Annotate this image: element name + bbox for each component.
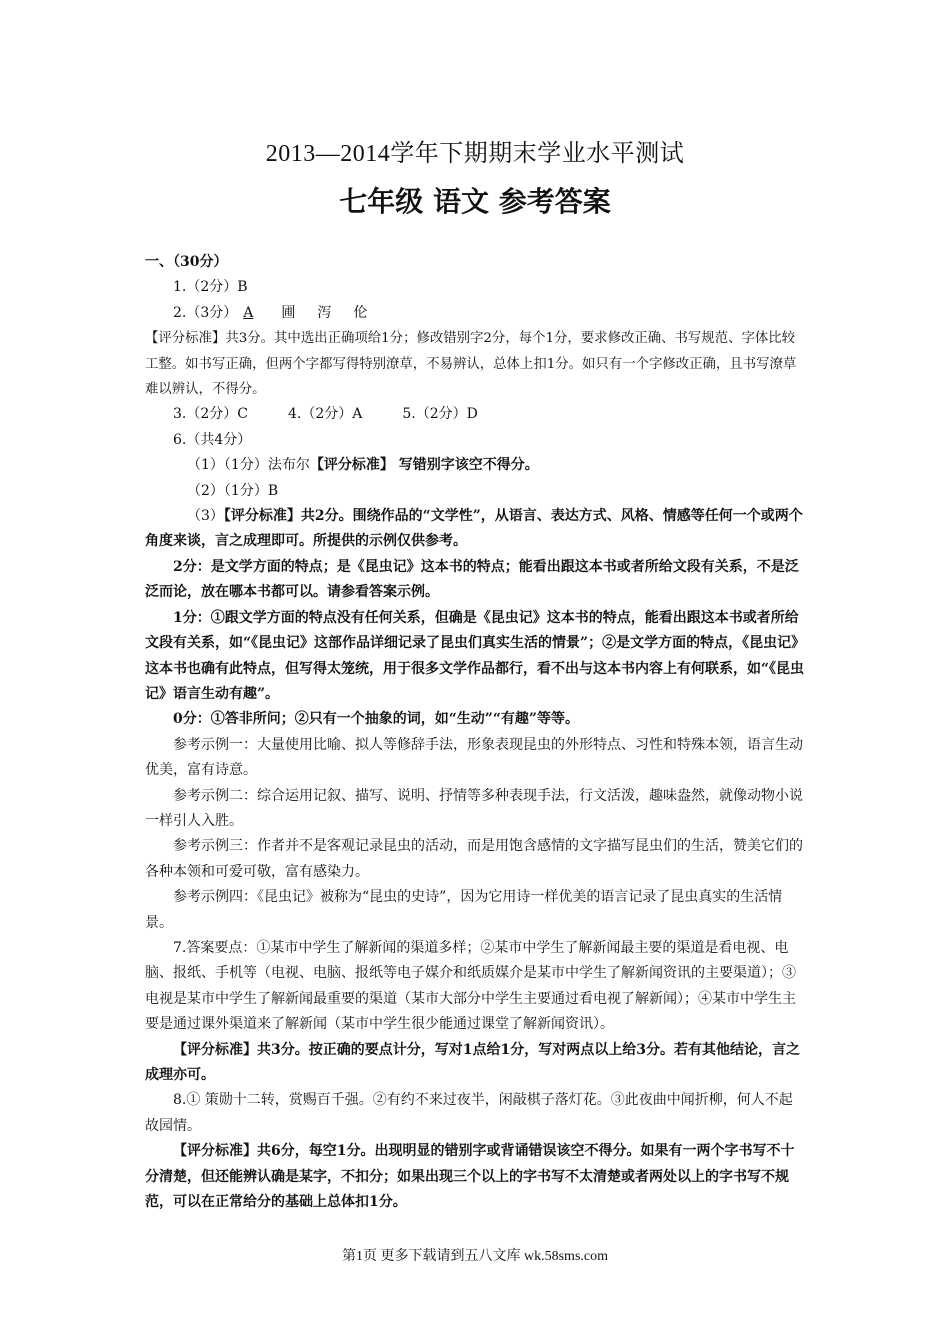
q6-3-standard-text: 【评分标准】共2分。围绕作品的“文学性”，从语言、表达方式、风格、情感等任何一个或两个角度来谈，言之成理即可。所提供的示例仅供参考。 (145, 508, 803, 550)
answer-key-title: 七年级 语文 参考答案 (339, 185, 611, 218)
q6-3-zero-points: 0分：①答非所问；②只有一个抽象的词，如“生动”“有趣”等等。 (173, 711, 579, 728)
q4-answer: 4.（2分）A (287, 406, 363, 423)
q8-answer: 8.① 策勋十二转，赏赐百千强。②有约不来过夜半，闲敲棋子落灯花。③此夜曲中闻折柳，何人不起故园情。 (145, 1092, 793, 1134)
reference-example-3: 参考示例三：作者并不是客观记录昆虫的活动，而是用饱含感情的文字描写昆虫们的生活，赞美它们的各种本领和可爱可敬，富有感染力。 (145, 838, 803, 880)
reference-example-2: 参考示例二：综合运用记叙、描写、说明、抒情等多种表现手法，行文活泼，趣味盎然，就像动物小说一样引人入胜。 (145, 787, 803, 829)
q7-scoring-standard: 【评分标准】共3分。按正确的要点计分，写对1点给1分，写对两点以上给3分。若有其他结论，言之成理亦可。 (145, 1041, 800, 1083)
q2-char-3: 伦 (353, 304, 368, 321)
q6-heading: 6.（共4分） (173, 431, 252, 448)
page-footer: 第1页 更多下载请到五八文库 wk.58sms.com (342, 1249, 608, 1264)
q7-answer: 7.答案要点：①某市中学生了解新闻的渠道多样；②某市中学生了解新闻最主要的渠道是看电视、电脑、报纸、手机等（电视、电脑、报纸等电子媒介和纸质媒介是某市中学生了解新闻资讯的主要渠道）；③电视是某市中学生了解新闻最重要的渠道（某市大部分中学生主要通过看电视了解新闻）；④某市中学生主要是通过课外渠道来了解新闻（某市中学生很少能通过课堂了解新闻资讯）。 (145, 939, 796, 1033)
q2-prefix: 2.（3分） (173, 304, 238, 321)
q8-scoring-standard: 【评分标准】共6分，每空1分。出现明显的错别字或背诵错误该空不得分。如果有一两个字书写不十分清楚，但还能辨认确是某字，不扣分；如果出现三个以上的字书写不太清楚或者两处以上的字书写不规范，可以在正常给分的基础上总体扣1分。 (145, 1143, 795, 1211)
q6-1-answer (145, 453, 805, 478)
q6-3-standard (145, 504, 805, 555)
reference-example-1: 参考示例一：大量使用比喻、拟人等修辞手法，形象表现昆虫的外形特点、习性和特殊本领，语言生动优美，富有诗意。 (145, 736, 803, 779)
section-heading: 一、（30分） (145, 254, 228, 270)
q1-answer: 1.（2分）B (173, 279, 248, 296)
q6-2-answer: （2）（1分）B (187, 482, 279, 499)
q3-q5-answers (145, 402, 805, 427)
q2-scoring-standard: 【评分标准】共3分。其中选出正确项给1分；修改错别字2分，每个1分，要求修改正确、书写规范、字体比较工整。如书写正确，但两个字都写得特别潦草，不易辨认，总体上扣1分。如只有一个字修改正确，且书写潦草难以辨认，不得分。 (145, 331, 797, 398)
q2-char-1: 圃 (281, 304, 296, 321)
answer-body (145, 250, 805, 1215)
q6-3-two-points: 2分：是文学方面的特点；是《昆虫记》这本书的特点；能看出跟这本书或者所给文段有关系，不是泛泛而论，放在哪本书都可以。请参看答案示例。 (145, 558, 799, 601)
q3-answer: 3.（2分）C (173, 406, 248, 423)
q6-3-prefix: （3） (187, 508, 224, 525)
q6-1-prefix: （1）（1分）法布尔 (187, 457, 310, 474)
q2-char-2: 泻 (317, 304, 332, 321)
q6-1-standard: 【评分标准】 写错别字该空不得分。 (309, 457, 539, 474)
exam-title: 2013—2014学年下期期末学业水平测试 (265, 141, 685, 167)
q2-choice: A (243, 304, 254, 321)
q5-answer: 5.（2分）D (402, 406, 478, 423)
q6-3-one-point: 1分：①跟文学方面的特点没有任何关系，但确是《昆虫记》这本书的特点，能看出跟这本书或者所给文段有关系，如“《昆虫记》这部作品详细记录了昆虫们真实生活的情景”；②是文学方面的特点，《昆虫记》这本书也确有此特点，但写得太笼统，用于很多文学作品都行，看不出与这本书内容上有何联系，如“《昆虫记》语言生动有趣”。 (145, 609, 805, 702)
reference-example-4: 参考示例四：《昆虫记》被称为“昆虫的史诗”，因为它用诗一样优美的语言记录了昆虫真实的生活情景。 (145, 889, 783, 931)
q2-answer (145, 301, 805, 326)
